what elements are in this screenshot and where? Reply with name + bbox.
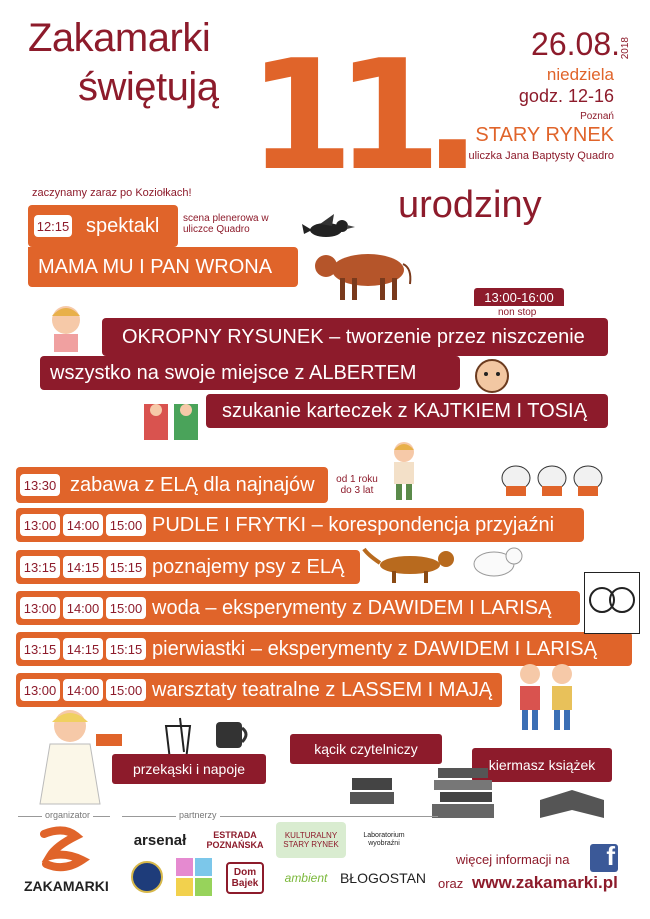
partner-ambient: ambient (284, 871, 328, 885)
schedule-row-2-time-2: 15:15 (106, 556, 146, 578)
schedule-row-4-time-1: 14:15 (63, 638, 103, 660)
website-link[interactable]: www.zakamarki.pl (472, 873, 618, 892)
schedule-row-5-text: warsztaty teatralne z LASSEM I MAJĄ (152, 678, 493, 701)
partner-estrada: ESTRADA POZNAŃSKA (206, 829, 264, 850)
event-city: Poznań (580, 111, 614, 122)
facebook-icon[interactable]: f (590, 844, 618, 872)
cup-icon (212, 714, 252, 754)
dog-icon (362, 545, 460, 585)
partner-seal-icon (130, 860, 164, 894)
kids-chairs-icon (140, 394, 202, 444)
site-prefix: oraz (438, 876, 464, 891)
reading-tag: kącik czytelniczy (290, 734, 442, 764)
cow-icon (308, 244, 416, 304)
schedule-row-1-text: PUDLE I FRYTKI – korespondencja przyjaźni (152, 513, 555, 536)
spektakl-time: 12:15 (34, 215, 72, 237)
event-day: niedziela (546, 65, 614, 84)
schedule-row-3-text: woda – eksperymenty z DAWIDEM I LARISĄ (152, 596, 552, 619)
intro-note: zaczynamy zaraz po Koziołkach! (32, 187, 192, 199)
partner-kulturalny: KULTURALNY STARY RYNEK (276, 822, 346, 858)
partners-divider (122, 816, 438, 817)
event-year: 2018 (620, 37, 631, 60)
schedule-row-1-time-2: 15:00 (106, 514, 146, 536)
schedule-row-2-text: poznajemy psy z ELĄ (152, 555, 345, 578)
ela-girl-icon (380, 440, 428, 502)
title-line1: Zakamarki (28, 16, 211, 60)
partner-laboratorium: Laboratorium wyobraźni (363, 832, 405, 847)
event-hours: godz. 12-16 (518, 86, 614, 106)
event-place: STARY RYNEK (475, 124, 614, 146)
schedule-row-4-text: pierwiastki – eksperymenty z DAWIDEM I LARISĄ (152, 637, 597, 660)
white-dog-icon (470, 540, 526, 584)
crow-icon (300, 212, 356, 244)
nonstop-note: non stop (498, 307, 537, 318)
partner-colorful-icon (176, 858, 212, 896)
fair-tag: kiermasz książek (472, 748, 612, 782)
girl-drawing-icon (36, 300, 96, 356)
schedule-row-3-time-2: 15:00 (106, 597, 146, 619)
schedule-row-2-time-1: 14:15 (63, 556, 103, 578)
schedule-row-5-time-1: 14:00 (63, 679, 103, 701)
schedule-row-3-time-1: 14:00 (63, 597, 103, 619)
schedule-row-2-time-0: 13:15 (20, 556, 60, 578)
anniversary-number: 11. (248, 27, 464, 204)
schedule-row-5-time-2: 15:00 (106, 679, 146, 701)
spektakl-label: spektakl (86, 214, 160, 237)
spektakl-title: MAMA MU I PAN WRONA (28, 247, 298, 287)
title-line2: świętują (78, 65, 219, 109)
organizer-name: ZAKAMARKI (24, 878, 109, 894)
subtitle: urodziny (398, 184, 542, 226)
schedule-row-4-time-0: 13:15 (20, 638, 60, 660)
albert-icon (466, 356, 518, 396)
organizer-label: organizator (42, 810, 93, 820)
spektakl-note: scena plenerowa w uliczce Quadro (183, 213, 269, 235)
schedule-row-0-text: zabawa z ELĄ dla najnajów (70, 473, 315, 496)
more-info-text: więcej informacji na (456, 852, 570, 867)
schedule-row-1-time-0: 13:00 (20, 514, 60, 536)
schedule-row-3-time-0: 13:00 (20, 597, 60, 619)
pudle-dogs-icon (498, 456, 606, 502)
nonstop-time: 13:00-16:00 (474, 288, 564, 306)
open-book-icon (534, 780, 610, 824)
books-stack-icon (428, 760, 512, 824)
partners-label: partnerzy (176, 810, 220, 820)
nonstop-item-1: OKROPNY RYSUNEK – tworzenie przez niszczenie (102, 318, 608, 356)
book-icon (346, 770, 400, 814)
partner-arsenal: arsenał (133, 831, 187, 849)
schedule-row-5-time-0: 13:00 (20, 679, 60, 701)
partner-dom-bajek: Dom Bajek (226, 862, 264, 894)
lasse-maja-icon (510, 660, 584, 732)
nonstop-item-2: wszystko na swoje miejsce z ALBERTEM (40, 356, 460, 390)
nonstop-item-3: szukanie karteczek z KAJTKIEM I TOSIĄ (206, 394, 608, 428)
schedule-row-4-time-2: 15:15 (106, 638, 146, 660)
event-street: uliczka Jana Baptysty Quadro (468, 150, 614, 162)
zakamarki-logo-icon (36, 824, 90, 872)
event-date: 26.08. (531, 26, 620, 62)
schedule-row-0-note: od 1 roku do 3 lat (336, 474, 378, 496)
portrait-icon (584, 572, 640, 634)
schedule-row-1-time-1: 14:00 (63, 514, 103, 536)
schedule-row-0-time-0: 13:30 (20, 474, 60, 496)
partner-blogostan: BŁOGOSTAN (339, 870, 427, 886)
snacks-tag: przekąski i napoje (112, 754, 266, 784)
